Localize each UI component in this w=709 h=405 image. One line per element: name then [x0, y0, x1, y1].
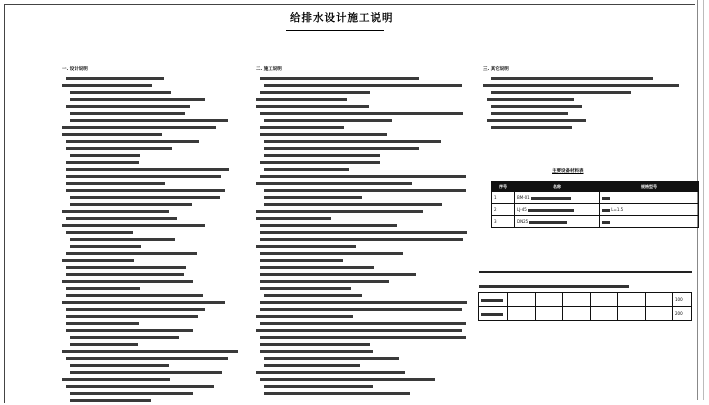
text-line [256, 167, 476, 172]
blurred-text [260, 280, 389, 283]
text-line [62, 279, 252, 284]
blurred-text [70, 196, 220, 199]
blurred-text [491, 126, 572, 129]
text-line [256, 76, 476, 81]
text-line [256, 188, 476, 193]
table-row [492, 192, 699, 204]
title-underline [286, 30, 384, 31]
blurred-text [602, 197, 610, 200]
text-line [62, 195, 252, 200]
text-line [62, 384, 252, 389]
gas-table-title [479, 283, 629, 288]
text-line [256, 384, 476, 389]
text-line [62, 377, 252, 382]
text-line [256, 104, 476, 109]
text-line [62, 349, 252, 354]
text-line [256, 342, 476, 347]
text-line [256, 97, 476, 102]
blurred-text [260, 273, 416, 276]
text-line [256, 132, 476, 137]
blurred-text [62, 133, 162, 136]
pressure-table [478, 292, 692, 321]
text-line [256, 314, 476, 319]
blurred-text [491, 105, 582, 108]
blurred-text [264, 84, 462, 87]
header-name: 名称 [515, 182, 600, 192]
blurred-text [481, 299, 503, 302]
text-line [256, 244, 476, 249]
text-line [62, 244, 252, 249]
blurred-text [70, 371, 222, 374]
blurred-text [260, 336, 466, 339]
blurred-text [66, 315, 198, 318]
text-line [256, 321, 476, 326]
text-line [62, 328, 252, 333]
text-line [483, 125, 693, 130]
text-line [256, 293, 476, 298]
text-line [256, 139, 476, 144]
text-line [256, 251, 476, 256]
text-line [256, 153, 476, 158]
blurred-text [70, 98, 205, 101]
text-line [256, 307, 476, 312]
blurred-text [264, 385, 373, 388]
blurred-text [62, 259, 134, 262]
text-line [256, 335, 476, 340]
blurred-text [260, 77, 419, 80]
text-line [62, 90, 252, 95]
blurred-text [66, 252, 197, 255]
text-line [62, 286, 252, 291]
blurred-text [66, 231, 133, 234]
equipment-table-header [492, 182, 699, 192]
text-line [62, 230, 252, 235]
text-line [256, 209, 476, 214]
frame-edge-line-outer [703, 0, 704, 400]
table-row [479, 307, 692, 321]
text-line [62, 398, 252, 403]
blurred-text [70, 399, 151, 402]
text-line [256, 391, 476, 396]
text-line [483, 83, 693, 88]
blurred-text [66, 385, 214, 388]
text-line [62, 202, 252, 207]
blurred-text [66, 308, 205, 311]
blurred-text [264, 147, 419, 150]
text-line [62, 342, 252, 347]
blurred-text [66, 161, 139, 164]
table-separator-line [479, 271, 692, 273]
blurred-text [256, 217, 331, 220]
text-line [256, 90, 476, 95]
text-line [256, 349, 476, 354]
blurred-text [264, 203, 442, 206]
blurred-text [66, 217, 177, 220]
header-no: 序号 [492, 182, 515, 192]
text-line [62, 167, 252, 172]
blurred-text [66, 105, 190, 108]
text-line [483, 97, 693, 102]
cell-spec: L=1.5 [611, 207, 624, 212]
blurred-text [66, 182, 165, 185]
cell-value: 200 [673, 307, 692, 321]
text-line [256, 258, 476, 263]
blurred-text [62, 126, 216, 129]
text-line [256, 230, 476, 235]
blurred-text [66, 322, 139, 325]
blurred-text [256, 210, 423, 213]
table-row [492, 204, 699, 216]
blurred-text [70, 203, 192, 206]
blurred-text [264, 294, 362, 297]
text-line [256, 356, 476, 361]
text-line [256, 300, 476, 305]
equipment-table [491, 181, 699, 228]
blurred-text [260, 91, 370, 94]
blurred-text [66, 175, 221, 178]
blurred-text [66, 287, 140, 290]
text-line [483, 111, 693, 116]
blurred-text [529, 221, 567, 224]
text-line [256, 370, 476, 375]
cell-value: 100 [673, 293, 692, 307]
page-title: 给排水设计施工说明 [290, 12, 394, 24]
blurred-text [491, 77, 653, 80]
blurred-text [70, 364, 169, 367]
blurred-text [487, 119, 586, 122]
blurred-text [62, 378, 170, 381]
blurred-text [260, 161, 380, 164]
blurred-text [264, 140, 441, 143]
text-line [256, 111, 476, 116]
text-line [256, 174, 476, 179]
column-construction-notes [256, 66, 476, 398]
blurred-text [260, 266, 374, 269]
column-design-notes [62, 66, 252, 405]
cell-no: 1 [492, 192, 515, 204]
text-line [256, 363, 476, 368]
blurred-text [62, 210, 169, 213]
blurred-text [528, 209, 574, 212]
text-line [483, 76, 693, 81]
text-line [62, 265, 252, 270]
blurred-text [70, 91, 171, 94]
text-line [483, 90, 693, 95]
blurred-text [264, 154, 380, 157]
blurred-text [264, 196, 362, 199]
text-line [256, 223, 476, 228]
text-line [62, 370, 252, 375]
blurred-text [70, 119, 228, 122]
blurred-text [260, 238, 463, 241]
text-line [62, 83, 252, 88]
blurred-text [70, 343, 138, 346]
text-line [62, 139, 252, 144]
blurred-text [70, 112, 185, 115]
equipment-table-title: 主要设备材料表 [552, 169, 584, 174]
text-line [256, 279, 476, 284]
blurred-text [481, 313, 503, 316]
blurred-text [260, 378, 435, 381]
blurred-text [602, 209, 610, 212]
text-line [256, 160, 476, 165]
cell-model: BM-01 [517, 195, 530, 200]
blurred-text [62, 280, 193, 283]
table-row [479, 293, 692, 307]
text-line [62, 251, 252, 256]
blurred-text [260, 350, 373, 353]
text-line [62, 174, 252, 179]
blurred-text [491, 91, 631, 94]
blurred-text [260, 287, 351, 290]
text-line [256, 377, 476, 382]
blurred-text [487, 98, 574, 101]
section-heading-construction: 二. 施工说明 [256, 67, 282, 72]
blurred-text [260, 259, 343, 262]
text-line [62, 104, 252, 109]
cell-model: LJ-45 [517, 207, 527, 212]
blurred-text [62, 350, 238, 353]
blurred-text [264, 357, 399, 360]
blurred-text [66, 147, 172, 150]
cell-no: 2 [492, 204, 515, 216]
blurred-text [66, 357, 228, 360]
blurred-text [70, 245, 141, 248]
blurred-text [260, 133, 387, 136]
section-heading-design: 一. 设计说明 [62, 67, 88, 72]
blurred-text [256, 371, 405, 374]
header-spec: 规格型号 [600, 182, 699, 192]
text-line [62, 237, 252, 242]
blurred-text [260, 343, 370, 346]
blurred-text [256, 315, 353, 318]
text-line [62, 160, 252, 165]
blurred-text [62, 301, 225, 304]
blurred-text [264, 392, 410, 395]
text-line [62, 209, 252, 214]
text-line [62, 335, 252, 340]
blurred-text [66, 189, 225, 192]
blurred-text [264, 189, 466, 192]
blurred-text [66, 273, 184, 276]
blurred-text [62, 84, 152, 87]
text-line [62, 188, 252, 193]
text-line [483, 118, 693, 123]
text-line [62, 111, 252, 116]
text-line [256, 286, 476, 291]
cell-no: 3 [492, 216, 515, 228]
text-line [62, 258, 252, 263]
blurred-text [66, 140, 199, 143]
blurred-text [70, 392, 193, 395]
blurred-text [256, 245, 356, 248]
blurred-text [256, 182, 412, 185]
blurred-text [260, 126, 344, 129]
text-line [62, 132, 252, 137]
blurred-text [260, 308, 462, 311]
text-line [62, 76, 252, 81]
text-line [62, 97, 252, 102]
blurred-text [531, 197, 571, 200]
text-line [256, 83, 476, 88]
text-line [62, 181, 252, 186]
text-line [62, 314, 252, 319]
blurred-text [66, 168, 229, 171]
text-line [256, 181, 476, 186]
text-line [256, 328, 476, 333]
blurred-text [264, 168, 349, 171]
blurred-text [256, 329, 462, 332]
text-line [62, 118, 252, 123]
blurred-text [70, 154, 140, 157]
text-line [62, 146, 252, 151]
blurred-text [260, 175, 466, 178]
text-line [62, 307, 252, 312]
text-line [256, 237, 476, 242]
blurred-text [491, 112, 568, 115]
blurred-text [70, 238, 175, 241]
text-line [256, 146, 476, 151]
blurred-text [264, 364, 360, 367]
text-line [62, 293, 252, 298]
blurred-text [483, 84, 679, 87]
text-line [62, 363, 252, 368]
blurred-text [479, 285, 629, 288]
text-line [256, 125, 476, 130]
blurred-text [66, 266, 186, 269]
text-line [256, 272, 476, 277]
blurred-text [260, 301, 467, 304]
blurred-text [66, 77, 164, 80]
blurred-text [260, 112, 463, 115]
text-line [256, 202, 476, 207]
blurred-text [602, 221, 610, 224]
blurred-text [260, 322, 466, 325]
text-line [62, 391, 252, 396]
text-line [62, 321, 252, 326]
text-line [62, 300, 252, 305]
text-line [483, 104, 693, 109]
text-line [256, 118, 476, 123]
blurred-text [260, 252, 403, 255]
blurred-text [264, 119, 392, 122]
text-line [256, 216, 476, 221]
blurred-text [260, 231, 467, 234]
blurred-text [62, 224, 205, 227]
text-line [62, 272, 252, 277]
text-line [62, 216, 252, 221]
text-line [62, 356, 252, 361]
blurred-text [256, 98, 347, 101]
column-other-notes [483, 66, 693, 132]
text-line [62, 125, 252, 130]
blurred-text [70, 336, 179, 339]
table-row [492, 216, 699, 228]
text-line [256, 265, 476, 270]
blurred-text [260, 224, 397, 227]
blurred-text [256, 105, 369, 108]
text-line [62, 223, 252, 228]
blurred-text [66, 294, 203, 297]
blurred-text [66, 329, 193, 332]
section-heading-other: 三. 其它说明 [483, 67, 509, 72]
cell-model: DN25 [517, 219, 529, 224]
text-line [62, 153, 252, 158]
text-line [256, 195, 476, 200]
